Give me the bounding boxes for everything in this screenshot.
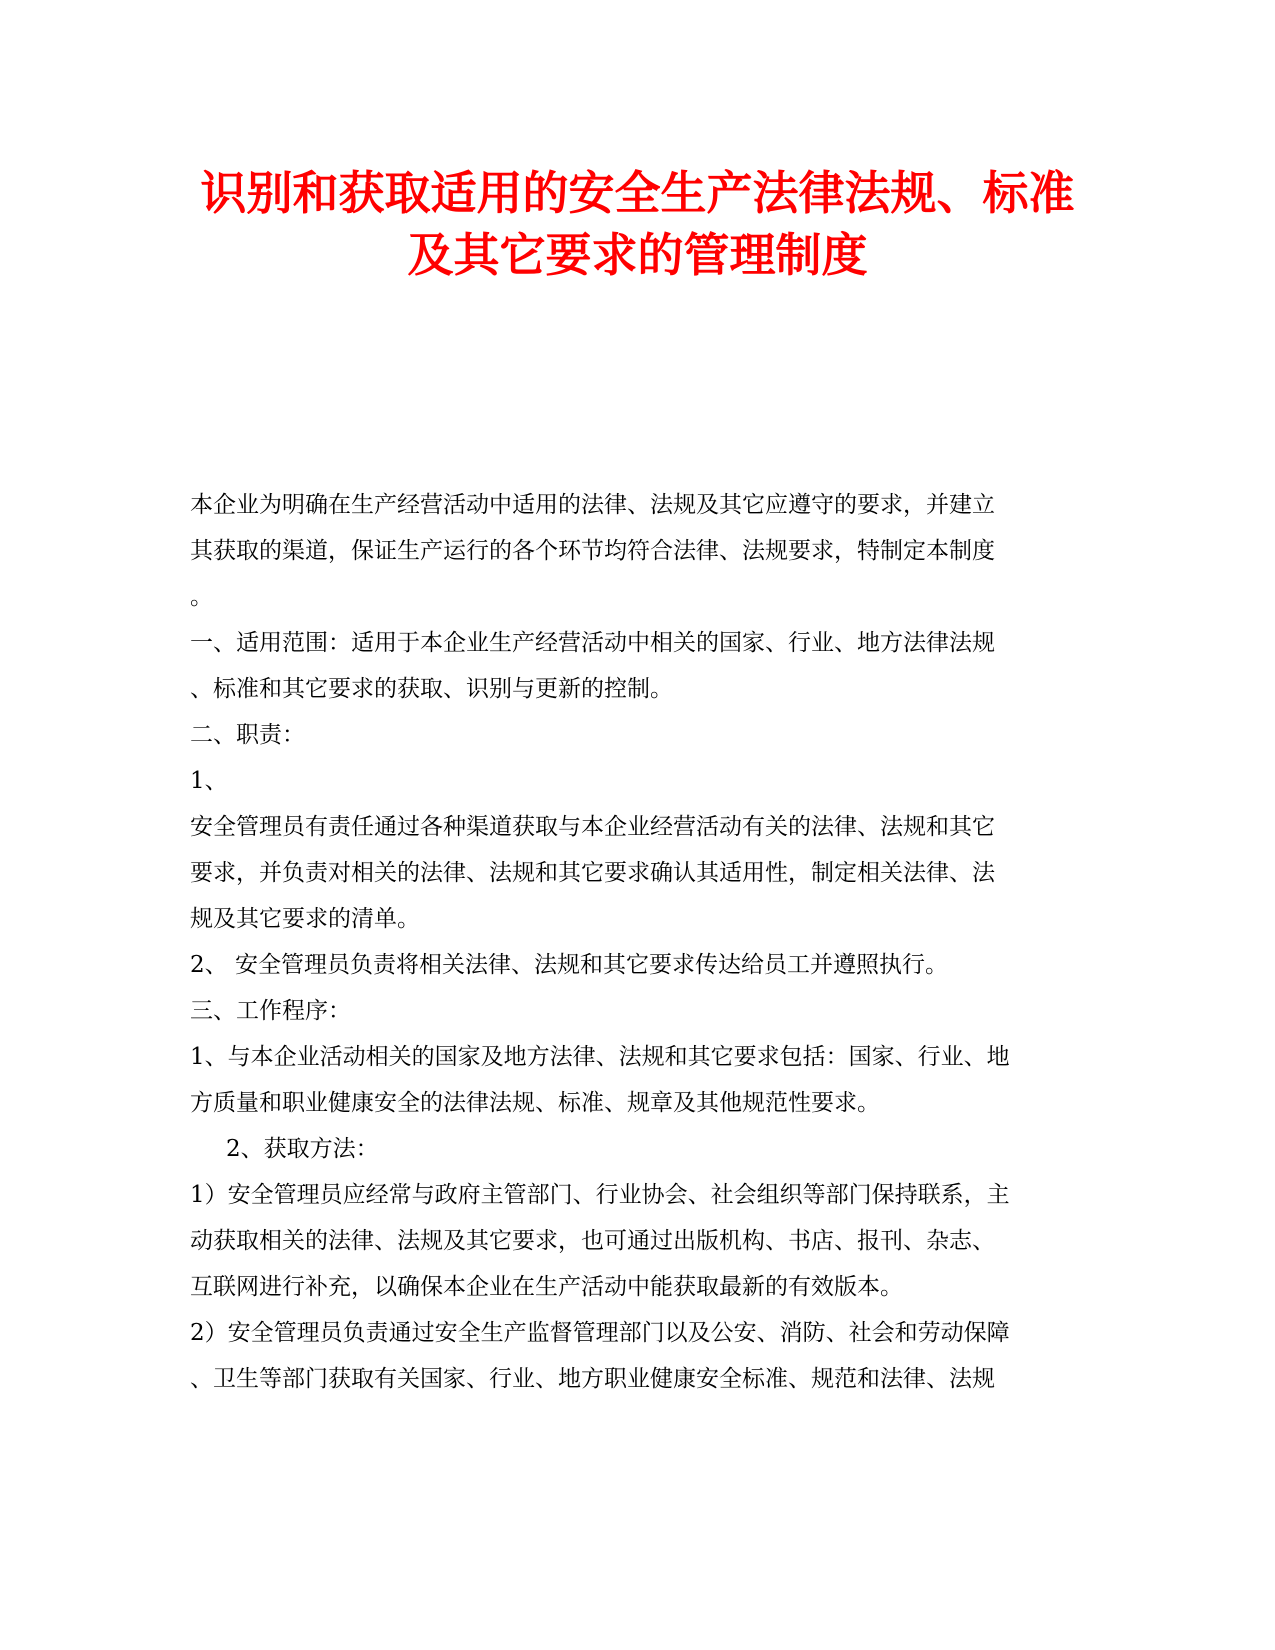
list-number: 1、	[190, 768, 228, 794]
section-heading: 二、职责：	[190, 722, 305, 748]
paragraph-line: 规及其它要求的清单。	[190, 906, 420, 932]
paragraph-line: 1、与本企业活动相关的国家及地方法律、法规和其它要求包括：国家、行业、地	[190, 1044, 1010, 1070]
paragraph-line: 一、适用范围：适用于本企业生产经营活动中相关的国家、行业、地方法律法规	[190, 630, 995, 656]
paragraph-line: 本企业为明确在生产经营活动中适用的法律、法规及其它应遵守的要求，并建立	[190, 492, 995, 518]
paragraph-line: 方质量和职业健康安全的法律法规、标准、规章及其他规范性要求。	[190, 1090, 880, 1116]
subsection-heading: 2、获取方法：	[226, 1136, 379, 1162]
paragraph-line: 2）安全管理员负责通过安全生产监督管理部门以及公安、消防、社会和劳动保障	[190, 1320, 1010, 1346]
paragraph-line: 安全管理员有责任通过各种渠道获取与本企业经营活动有关的法律、法规和其它	[190, 814, 995, 840]
section-heading: 三、工作程序：	[190, 998, 351, 1024]
paragraph-line: 动获取相关的法律、法规及其它要求，也可通过出版机构、书店、报刊、杂志、	[190, 1228, 995, 1254]
paragraph-line: 1）安全管理员应经常与政府主管部门、行业协会、社会组织等部门保持联系，主	[190, 1182, 1010, 1208]
paragraph-line: 、卫生等部门获取有关国家、行业、地方职业健康安全标准、规范和法律、法规	[190, 1366, 995, 1392]
title-line-1: 识别和获取适用的安全生产法律法规、标准	[200, 166, 1075, 220]
paragraph-line: 互联网进行补充，以确保本企业在生产活动中能获取最新的有效版本。	[190, 1274, 903, 1300]
paragraph-line: 其获取的渠道，保证生产运行的各个环节均符合法律、法规要求，特制定本制度	[190, 538, 995, 564]
title-line-2: 及其它要求的管理制度	[407, 228, 868, 282]
paragraph-line: 、标准和其它要求的获取、识别与更新的控制。	[190, 676, 673, 702]
paragraph-line: 。	[190, 584, 213, 610]
document-title	[120, 162, 1155, 286]
paragraph-line: 2、 安全管理员负责将相关法律、法规和其它要求传达给员工并遵照执行。	[190, 952, 948, 978]
paragraph-line: 要求，并负责对相关的法律、法规和其它要求确认其适用性，制定相关法律、法	[190, 860, 995, 886]
